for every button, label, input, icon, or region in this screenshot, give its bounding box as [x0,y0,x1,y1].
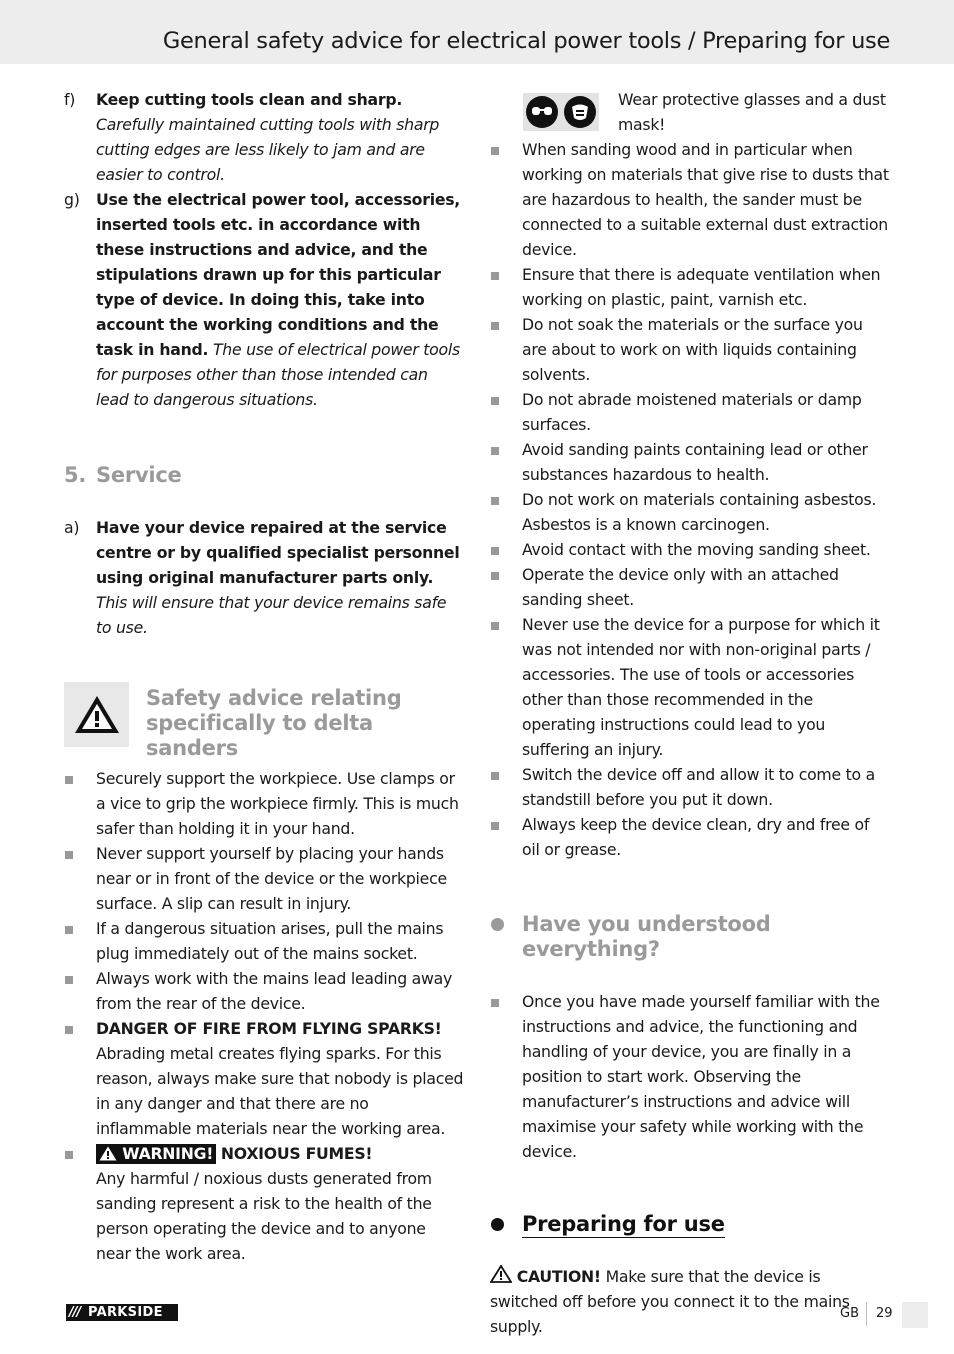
bullet-item [490,262,890,312]
bullet-text: Abrading metal creates flying sparks. For this reason, always make sure that nobody is placed in any danger and that there are no inflammable materials near the working area. [96,1044,464,1138]
bullet-item-fire [64,1016,464,1141]
parkside-logo [66,1304,178,1321]
footer-tab-box [902,1302,928,1328]
bullet-text: Switch the device off and allow it to come to a standstill before you put it down. [522,765,875,809]
warning-label-text: WARNING! [122,1144,214,1163]
bullet-item [490,437,890,487]
bullet-text: When sanding wood and in particular when working on materials that give rise to dusts that are hazardous to health, the sander must be connected to a suitable external dust extraction device. [522,140,889,259]
bullet-item [64,916,464,966]
item-italic-text: This will ensure that your device remains safe to use. [96,593,447,637]
bullet-square-icon [491,999,499,1007]
fire-warning-title: DANGER OF FIRE FROM FLYING SPARKS! [96,1019,442,1038]
bullet-text: Do not work on materials containing asbestos. Asbestos is a known carcinogen. [522,490,877,534]
bullet-text: If a dangerous situation arises, pull the mains plug immediately out of the mains socket. [96,919,444,963]
bullet-square-icon [491,447,499,455]
bullet-square-icon [491,322,499,330]
bullet-square-icon [491,272,499,280]
bullet-item-fumes [64,1141,464,1266]
bullet-text: Ensure that there is adequate ventilation when working on plastic, paint, varnish etc. [522,265,881,309]
understood-heading-text: Have you understood everything? [522,912,771,961]
bullet-item [490,989,890,1164]
bullet-square-icon [491,547,499,555]
warning-triangle-icon [64,682,129,747]
bullet-square-icon [65,976,73,984]
bullet-item [490,537,890,562]
bullet-item [490,487,890,537]
bullet-square-icon [491,497,499,505]
bullet-item [490,762,890,812]
bullet-item [490,612,890,762]
warning-triangle-icon [99,1146,117,1161]
bullet-square-icon [491,772,499,780]
bullet-item [490,137,890,262]
list-item-g [64,187,464,412]
bullet-text: Operate the device only with an attached sanding sheet. [522,565,839,609]
left-column [64,87,464,1266]
bullet-square-icon [491,622,499,630]
bullet-text: Always keep the device clean, dry and free of oil or grease. [522,815,870,859]
item-marker: f) [64,90,76,109]
page-number: 29 [876,1306,893,1321]
bullet-item [490,387,890,437]
bullet-item [490,562,890,612]
bullet-text: Securely support the workpiece. Use clamps or a vice to grip the workpiece firmly. This is much safer than holding it in your hand. [96,769,459,838]
bullet-text: Avoid contact with the moving sanding sheet. [522,540,871,559]
item-marker: a) [64,518,80,537]
ppe-icons [523,93,599,131]
warning-triangle-icon [490,1265,512,1283]
bullet-item [64,841,464,916]
country-code: GB [840,1306,859,1321]
page-header [0,0,954,64]
bullet-text: Any harmful / noxious dusts generated from sanding represent a risk to the health of the person operating the device and to anyone near the work area. [96,1169,432,1263]
bullet-square-icon [65,1151,73,1159]
bullet-text: Once you have made yourself familiar with the instructions and advice, the functioning and handling of your device, you are finally in a position to start work. Observing the manufacturer’s instructions and advice will maximise your safety while working with the device. [522,992,880,1161]
item-bold-text: Use the electrical power tool, accessories, inserted tools etc. in accordance with these instructions and advice, and the stipulations drawn up for this particular type of device. In doing this, take into account the working conditions and the task in hand. [96,190,461,359]
ppe-text: Wear protective glasses and a dust mask! [618,90,886,134]
bullet-dot-icon [491,918,504,931]
bullet-item [64,966,464,1016]
page-title: General safety advice for electrical power tools / Preparing for use [162,28,890,54]
preparing-heading-text: Preparing for use [522,1212,725,1236]
bullet-item [490,312,890,387]
service-heading [64,462,464,488]
list-item-f [64,87,464,187]
item-bold-text: Keep cutting tools clean and sharp. [96,90,403,109]
right-column [490,87,890,1339]
bullet-text: Never support yourself by placing your hands near or in front of the device or the workpiece surface. A slip can result in injury. [96,844,447,913]
bullet-text: Do not abrade moistened materials or damp surfaces. [522,390,862,434]
bullet-text: Avoid sanding paints containing lead or other substances hazardous to health. [522,440,868,484]
fumes-title: NOXIOUS FUMES! [220,1144,373,1163]
item-bold-text: Have your device repaired at the service centre or by qualified specialist personnel using original manufacturer parts only. [96,518,460,587]
logo-stripes: /// [69,1305,81,1320]
bullet-dot-icon [491,1218,504,1231]
caution-label: CAUTION! [516,1267,601,1286]
bullet-square-icon [491,572,499,580]
warning-label [96,1144,216,1164]
bullet-text: Always work with the mains lead leading away from the rear of the device. [96,969,453,1013]
bullet-square-icon [65,926,73,934]
item-marker: g) [64,190,80,209]
bullet-square-icon [491,397,499,405]
bullet-square-icon [65,1026,73,1034]
bullet-text: Never use the device for a purpose for which it was not intended nor with non-original parts / accessories. The use of tools or accessories other than those recommended in the operating instructions could lead to you suffering an injury. [522,615,880,759]
safety-advice-title: Safety advice relating specifically to delta sanders [146,686,402,760]
bullet-text: Do not soak the materials or the surface you are about to work on with liquids containing solvents. [522,315,863,384]
bullet-item [64,766,464,841]
footer-divider [866,1302,867,1326]
caution-text: Make sure that the device is switched off before you connect it to the mains supply. [490,1267,850,1336]
section-title: Service [96,463,182,487]
safety-advice-heading-block [64,682,464,760]
bullet-square-icon [65,851,73,859]
caution-paragraph [490,1264,890,1339]
item-italic-text: Carefully maintained cutting tools with sharp cutting edges are less likely to jam and are easier to control. [96,115,440,184]
item-italic-text: The use of electrical power tools for purposes other than those intended can lead to dangerous situations. [96,340,460,409]
logo-brand: PARKSIDE [88,1305,163,1320]
preparing-heading [490,1212,890,1237]
bullet-square-icon [65,776,73,784]
bullet-square-icon [491,822,499,830]
section-number: 5. [64,463,87,487]
understood-heading [490,912,890,962]
bullet-square-icon [491,147,499,155]
goggles-icon [526,96,558,128]
ppe-notice [490,87,890,137]
bullet-item [490,812,890,862]
list-item-a [64,515,464,640]
